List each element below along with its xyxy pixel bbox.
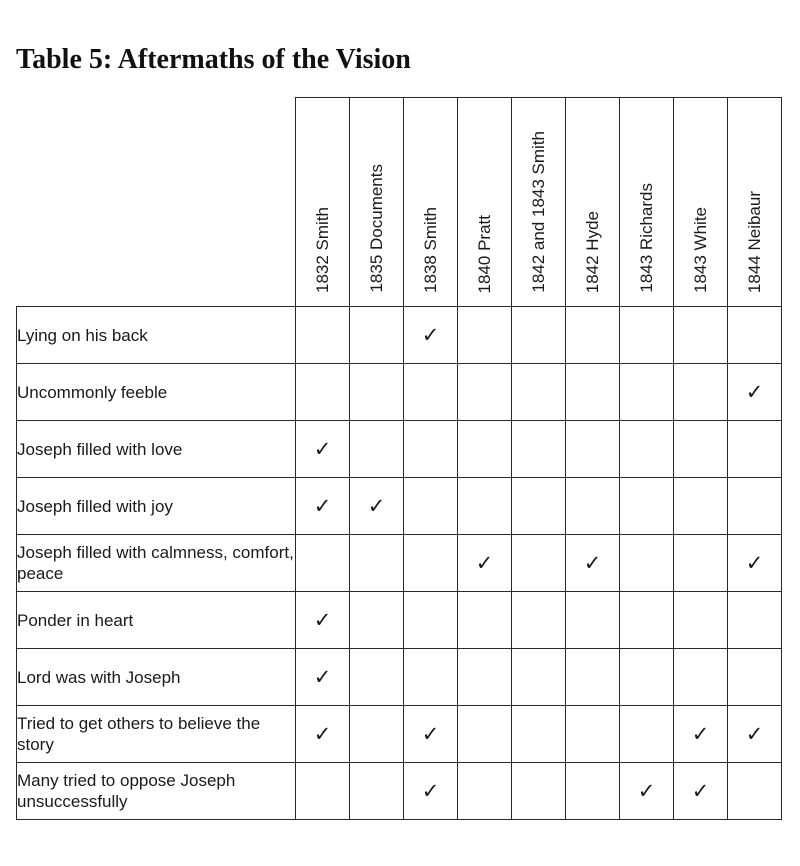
column-header	[404, 98, 458, 307]
check-mark-icon: ✓	[421, 323, 440, 347]
check-mark-icon: ✓	[421, 779, 440, 803]
table-cell	[458, 421, 512, 478]
table-cell	[458, 706, 512, 763]
table-cell	[404, 706, 458, 763]
table-cell	[458, 763, 512, 820]
table-cell	[728, 307, 782, 364]
table-cell	[674, 364, 728, 421]
table-cell	[566, 592, 620, 649]
table-cell	[512, 307, 566, 364]
table-row	[17, 649, 782, 706]
check-mark-icon: ✓	[313, 665, 332, 689]
check-mark-icon: ✓	[475, 551, 494, 575]
table-cell	[620, 763, 674, 820]
check-mark-icon: ✓	[691, 722, 710, 746]
table-cell	[620, 535, 674, 592]
check-mark-icon: ✓	[313, 722, 332, 746]
column-header-label: 1840 Pratt	[475, 214, 494, 293]
table-cell	[566, 421, 620, 478]
table-cell	[620, 364, 674, 421]
table-row	[17, 364, 782, 421]
table-cell	[350, 649, 404, 706]
table-cell	[458, 592, 512, 649]
table-cell	[620, 307, 674, 364]
table-cell	[512, 535, 566, 592]
table-cell	[728, 421, 782, 478]
check-mark-icon: ✓	[583, 551, 602, 575]
table-cell	[674, 478, 728, 535]
table-cell	[458, 478, 512, 535]
table-row	[17, 763, 782, 820]
table-row	[17, 421, 782, 478]
check-mark-icon: ✓	[745, 722, 764, 746]
table-row	[17, 535, 782, 592]
table-cell	[728, 364, 782, 421]
row-label: Tried to get others to believe the story	[17, 706, 296, 763]
header-row	[17, 98, 782, 307]
column-header-label: 1835 Documents	[367, 164, 386, 293]
column-header	[296, 98, 350, 307]
column-header	[620, 98, 674, 307]
table-row	[17, 706, 782, 763]
table-cell	[674, 421, 728, 478]
table-cell	[674, 649, 728, 706]
table-cell	[350, 763, 404, 820]
check-mark-icon: ✓	[637, 779, 656, 803]
column-header-label: 1838 Smith	[421, 207, 440, 293]
table-cell	[296, 763, 350, 820]
column-header-label: 1843 White	[691, 207, 710, 293]
table-cell	[296, 649, 350, 706]
table-cell	[674, 763, 728, 820]
table-cell	[350, 592, 404, 649]
corner-cell	[17, 98, 296, 307]
table-cell	[404, 307, 458, 364]
table-cell	[620, 421, 674, 478]
table-cell	[566, 535, 620, 592]
table-cell	[674, 706, 728, 763]
table-cell	[566, 478, 620, 535]
table-cell	[566, 763, 620, 820]
table-cell	[350, 478, 404, 535]
column-header	[512, 98, 566, 307]
table-cell	[404, 535, 458, 592]
column-header	[458, 98, 512, 307]
table-cell	[728, 478, 782, 535]
table-cell	[512, 706, 566, 763]
column-header	[728, 98, 782, 307]
table-cell	[512, 364, 566, 421]
table-cell	[566, 307, 620, 364]
column-header	[350, 98, 404, 307]
table-cell	[404, 763, 458, 820]
table-cell	[404, 421, 458, 478]
table-cell	[296, 535, 350, 592]
table-row	[17, 592, 782, 649]
column-header-label: 1842 Hyde	[583, 210, 602, 293]
check-mark-icon: ✓	[367, 494, 386, 518]
table-cell	[728, 763, 782, 820]
table-cell	[404, 649, 458, 706]
table-cell	[404, 478, 458, 535]
table-cell	[512, 763, 566, 820]
table-cell	[350, 706, 404, 763]
column-header-label: 1832 Smith	[313, 207, 332, 293]
table-cell	[728, 592, 782, 649]
check-mark-icon: ✓	[313, 608, 332, 632]
check-mark-icon: ✓	[745, 380, 764, 404]
row-label: Uncommonly feeble	[17, 364, 296, 421]
table-cell	[296, 364, 350, 421]
table-cell	[620, 478, 674, 535]
table-cell	[350, 307, 404, 364]
table-title: Table 5: Aftermaths of the Vision	[16, 44, 411, 75]
table-cell	[296, 478, 350, 535]
table-cell	[674, 592, 728, 649]
row-label: Lying on his back	[17, 307, 296, 364]
row-label: Joseph filled with joy	[17, 478, 296, 535]
row-label: Joseph filled with calmness, comfort, peace	[17, 535, 296, 592]
table-body	[17, 307, 782, 820]
table-cell	[296, 421, 350, 478]
column-header-label: 1843 Richards	[637, 183, 656, 293]
table-row	[17, 307, 782, 364]
table-cell	[458, 364, 512, 421]
column-header-label: 1842 and 1843 Smith	[529, 131, 548, 293]
table-cell	[350, 535, 404, 592]
table-row	[17, 478, 782, 535]
check-mark-icon: ✓	[313, 494, 332, 518]
column-header-label: 1844 Neibaur	[745, 190, 764, 293]
row-label: Ponder in heart	[17, 592, 296, 649]
table-cell	[620, 649, 674, 706]
table-cell	[404, 592, 458, 649]
column-header	[674, 98, 728, 307]
table-cell	[404, 364, 458, 421]
table-cell	[728, 649, 782, 706]
table-cell	[512, 592, 566, 649]
table-cell	[620, 706, 674, 763]
table-cell	[296, 706, 350, 763]
table-cell	[620, 592, 674, 649]
table-cell	[296, 592, 350, 649]
table-cell	[674, 535, 728, 592]
table-cell	[566, 649, 620, 706]
check-mark-icon: ✓	[313, 437, 332, 461]
row-label: Lord was with Joseph	[17, 649, 296, 706]
table-cell	[350, 421, 404, 478]
row-label: Many tried to oppose Joseph unsuccessfully	[17, 763, 296, 820]
table-cell	[566, 364, 620, 421]
table-cell	[728, 535, 782, 592]
table-cell	[674, 307, 728, 364]
row-label: Joseph filled with love	[17, 421, 296, 478]
table-cell	[296, 307, 350, 364]
check-mark-icon: ✓	[691, 779, 710, 803]
table-cell	[512, 421, 566, 478]
column-header	[566, 98, 620, 307]
check-mark-icon: ✓	[421, 722, 440, 746]
table-cell	[512, 649, 566, 706]
table-cell	[566, 706, 620, 763]
table-cell	[728, 706, 782, 763]
table-cell	[512, 478, 566, 535]
aftermaths-table	[16, 97, 782, 820]
table-cell	[350, 364, 404, 421]
table-cell	[458, 307, 512, 364]
check-mark-icon: ✓	[745, 551, 764, 575]
table-cell	[458, 535, 512, 592]
table-cell	[458, 649, 512, 706]
